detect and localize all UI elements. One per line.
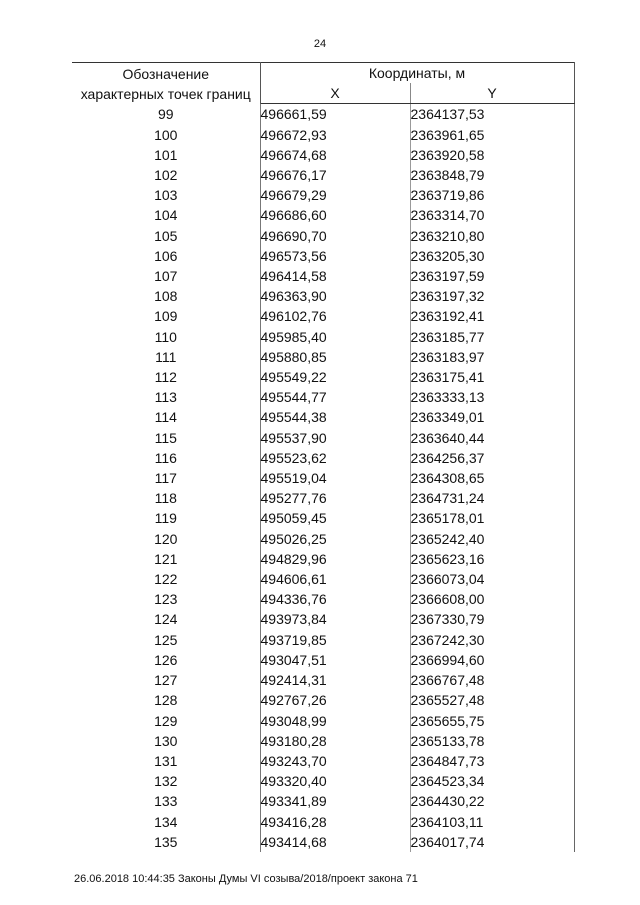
- point-id-cell: 116: [72, 448, 260, 468]
- point-id-cell: 109: [72, 306, 260, 326]
- y-coordinate-cell: 2363175,41: [410, 367, 574, 387]
- point-id-cell: 100: [72, 125, 260, 145]
- x-coordinate-cell: 495519,04: [260, 468, 410, 488]
- y-coordinate-cell: 2363640,44: [410, 428, 574, 448]
- table-row: [72, 609, 574, 629]
- table-row: [72, 731, 574, 751]
- point-id-cell: 113: [72, 387, 260, 407]
- x-coordinate-cell: 496102,76: [260, 306, 410, 326]
- point-id-cell: 133: [72, 791, 260, 811]
- x-coordinate-cell: 494336,76: [260, 589, 410, 609]
- point-id-cell: 115: [72, 428, 260, 448]
- point-id-cell: 114: [72, 407, 260, 427]
- x-coordinate-cell: 493320,40: [260, 771, 410, 791]
- point-id-cell: 111: [72, 347, 260, 367]
- x-coordinate-cell: 495026,25: [260, 529, 410, 549]
- point-id-cell: 101: [72, 145, 260, 165]
- y-coordinate-cell: 2364137,53: [410, 104, 574, 125]
- point-id-cell: 120: [72, 529, 260, 549]
- coordinates-table-container: [72, 62, 574, 852]
- x-coordinate-cell: 493341,89: [260, 791, 410, 811]
- x-coordinate-cell: 495059,45: [260, 508, 410, 528]
- coordinates-header: Координаты, м: [260, 63, 574, 84]
- y-coordinate-cell: 2367330,79: [410, 609, 574, 629]
- point-id-cell: 112: [72, 367, 260, 387]
- table-row: [72, 508, 574, 528]
- x-coordinate-cell: 496679,29: [260, 185, 410, 205]
- point-id-cell: 134: [72, 812, 260, 832]
- point-id-cell: 104: [72, 205, 260, 225]
- table-row: [72, 650, 574, 670]
- y-coordinate-cell: 2363333,13: [410, 387, 574, 407]
- point-id-cell: 126: [72, 650, 260, 670]
- table-row: [72, 670, 574, 690]
- table-row: [72, 165, 574, 185]
- table-body: [72, 104, 574, 852]
- x-coordinate-cell: 492767,26: [260, 690, 410, 710]
- y-coordinate-cell: 2363848,79: [410, 165, 574, 185]
- y-coordinate-cell: 2365178,01: [410, 508, 574, 528]
- table-row: [72, 569, 574, 589]
- x-coordinate-cell: 496363,90: [260, 286, 410, 306]
- y-coordinate-cell: 2363314,70: [410, 205, 574, 225]
- y-coordinate-cell: 2363197,59: [410, 266, 574, 286]
- y-coordinate-cell: 2363185,77: [410, 327, 574, 347]
- x-coordinate-cell: 495523,62: [260, 448, 410, 468]
- x-coordinate-cell: 494606,61: [260, 569, 410, 589]
- x-coordinate-cell: 496573,56: [260, 246, 410, 266]
- y-coordinate-cell: 2365133,78: [410, 731, 574, 751]
- y-coordinate-cell: 2363719,86: [410, 185, 574, 205]
- y-coordinate-cell: 2365527,48: [410, 690, 574, 710]
- table-row: [72, 690, 574, 710]
- x-coordinate-cell: 493416,28: [260, 812, 410, 832]
- coordinates-table: [72, 62, 575, 852]
- y-coordinate-cell: 2363210,80: [410, 226, 574, 246]
- point-id-cell: 106: [72, 246, 260, 266]
- table-row: [72, 367, 574, 387]
- table-row: [72, 286, 574, 306]
- x-coordinate-cell: 493719,85: [260, 630, 410, 650]
- x-coordinate-cell: 496676,17: [260, 165, 410, 185]
- table-header: [72, 63, 574, 104]
- point-id-cell: 117: [72, 468, 260, 488]
- x-coordinate-cell: 496690,70: [260, 226, 410, 246]
- point-id-cell: 107: [72, 266, 260, 286]
- y-coordinate-cell: 2364256,37: [410, 448, 574, 468]
- table-row: [72, 185, 574, 205]
- y-coordinate-cell: 2366767,48: [410, 670, 574, 690]
- y-coordinate-cell: 2363205,30: [410, 246, 574, 266]
- y-coordinate-cell: 2363183,97: [410, 347, 574, 367]
- table-row: [72, 104, 574, 125]
- point-id-cell: 108: [72, 286, 260, 306]
- point-id-cell: 130: [72, 731, 260, 751]
- table-row: [72, 711, 574, 731]
- table-row: [72, 448, 574, 468]
- x-coordinate-cell: 492414,31: [260, 670, 410, 690]
- y-coordinate-cell: 2364523,34: [410, 771, 574, 791]
- point-id-cell: 128: [72, 690, 260, 710]
- table-row: [72, 549, 574, 569]
- point-id-cell: 129: [72, 711, 260, 731]
- x-coordinate-cell: 494829,96: [260, 549, 410, 569]
- x-coordinate-cell: 493414,68: [260, 832, 410, 852]
- x-coordinate-cell: 496414,58: [260, 266, 410, 286]
- table-row: [72, 630, 574, 650]
- table-row: [72, 468, 574, 488]
- point-id-cell: 127: [72, 670, 260, 690]
- x-coordinate-cell: 495985,40: [260, 327, 410, 347]
- y-coordinate-cell: 2363192,41: [410, 306, 574, 326]
- x-coordinate-cell: 496672,93: [260, 125, 410, 145]
- point-id-cell: 110: [72, 327, 260, 347]
- y-coordinate-cell: 2364847,73: [410, 751, 574, 771]
- point-id-cell: 105: [72, 226, 260, 246]
- table-row: [72, 387, 574, 407]
- table-row: [72, 791, 574, 811]
- point-designation-header: [72, 63, 260, 104]
- y-coordinate-cell: 2363920,58: [410, 145, 574, 165]
- table-row: [72, 488, 574, 508]
- x-coordinate-cell: 495277,76: [260, 488, 410, 508]
- x-coordinate-cell: 495544,77: [260, 387, 410, 407]
- table-row: [72, 529, 574, 549]
- point-id-cell: 122: [72, 569, 260, 589]
- table-row: [72, 589, 574, 609]
- table-row: [72, 226, 574, 246]
- x-coordinate-cell: 493243,70: [260, 751, 410, 771]
- point-id-cell: 135: [72, 832, 260, 852]
- x-coordinate-cell: 493047,51: [260, 650, 410, 670]
- point-label-line2: характерных точек границ: [80, 85, 251, 102]
- x-coordinate-cell: 496674,68: [260, 145, 410, 165]
- point-id-cell: 121: [72, 549, 260, 569]
- y-coordinate-cell: 2364731,24: [410, 488, 574, 508]
- x-coordinate-cell: 495880,85: [260, 347, 410, 367]
- table-row: [72, 428, 574, 448]
- y-coordinate-cell: 2365623,16: [410, 549, 574, 569]
- point-id-cell: 119: [72, 508, 260, 528]
- table-row: [72, 266, 574, 286]
- x-coordinate-cell: 495544,38: [260, 407, 410, 427]
- point-id-cell: 132: [72, 771, 260, 791]
- y-coordinate-cell: 2367242,30: [410, 630, 574, 650]
- x-coordinate-cell: 493973,84: [260, 609, 410, 629]
- table-row: [72, 306, 574, 326]
- y-coordinate-cell: 2366994,60: [410, 650, 574, 670]
- document-footer: 26.06.2018 10:44:35 Законы Думы VI созыва/2018/проект закона 71: [74, 873, 418, 885]
- table-row: [72, 347, 574, 367]
- table-row: [72, 751, 574, 771]
- y-coordinate-cell: 2364103,11: [410, 812, 574, 832]
- x-coordinate-cell: 496661,59: [260, 104, 410, 125]
- x-column-header: X: [260, 83, 410, 104]
- y-coordinate-cell: 2364017,74: [410, 832, 574, 852]
- y-column-header: Y: [410, 83, 574, 104]
- point-id-cell: 131: [72, 751, 260, 771]
- table-row: [72, 812, 574, 832]
- y-coordinate-cell: 2363961,65: [410, 125, 574, 145]
- y-coordinate-cell: 2363349,01: [410, 407, 574, 427]
- point-id-cell: 102: [72, 165, 260, 185]
- y-coordinate-cell: 2364430,22: [410, 791, 574, 811]
- point-id-cell: 124: [72, 609, 260, 629]
- point-id-cell: 123: [72, 589, 260, 609]
- y-coordinate-cell: 2363197,32: [410, 286, 574, 306]
- table-row: [72, 125, 574, 145]
- point-id-cell: 103: [72, 185, 260, 205]
- x-coordinate-cell: 495537,90: [260, 428, 410, 448]
- y-coordinate-cell: 2365242,40: [410, 529, 574, 549]
- x-coordinate-cell: 496686,60: [260, 205, 410, 225]
- y-coordinate-cell: 2366608,00: [410, 589, 574, 609]
- x-coordinate-cell: 493180,28: [260, 731, 410, 751]
- y-coordinate-cell: 2366073,04: [410, 569, 574, 589]
- table-row: [72, 246, 574, 266]
- x-coordinate-cell: 493048,99: [260, 711, 410, 731]
- table-row: [72, 407, 574, 427]
- point-id-cell: 118: [72, 488, 260, 508]
- x-coordinate-cell: 495549,22: [260, 367, 410, 387]
- table-row: [72, 205, 574, 225]
- table-row: [72, 771, 574, 791]
- point-label-line1: Обозначение: [122, 65, 210, 82]
- table-row: [72, 145, 574, 165]
- point-id-cell: 125: [72, 630, 260, 650]
- y-coordinate-cell: 2364308,65: [410, 468, 574, 488]
- table-row: [72, 327, 574, 347]
- page-number: 24: [313, 38, 327, 50]
- y-coordinate-cell: 2365655,75: [410, 711, 574, 731]
- table-row: [72, 832, 574, 852]
- point-id-cell: 99: [72, 104, 260, 125]
